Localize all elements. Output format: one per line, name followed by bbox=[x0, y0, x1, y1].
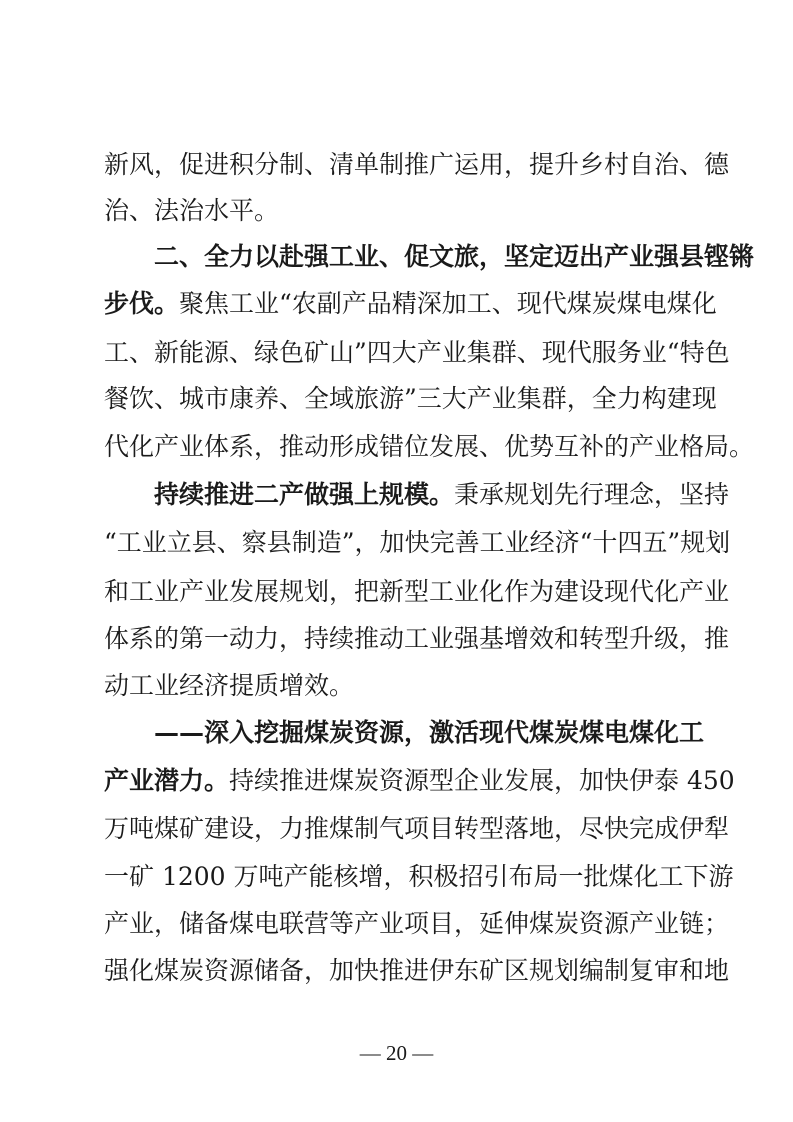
text-segment: 聚焦工业“农副产品精深加工、现代煤炭煤电煤化 bbox=[179, 289, 717, 318]
bold-text-segment: ——深入挖掘煤炭资源，激活现代煤炭煤电煤化工 bbox=[154, 718, 705, 747]
text-segment: 秉承规划先行理念，坚持 bbox=[454, 480, 730, 509]
text-line bbox=[104, 862, 734, 892]
text-line bbox=[104, 432, 755, 462]
bold-text-segment: 产业潜力。 bbox=[104, 766, 230, 795]
bold-text-segment: 持续推进二产做强上规模。 bbox=[154, 480, 455, 509]
text-segment: “工业立县、察县制造”，加快完善工业经济“十四五”规划 bbox=[104, 528, 731, 557]
text-line bbox=[104, 577, 730, 607]
text-segment: 治、法治水平。 bbox=[104, 196, 280, 225]
text-segment: 工、新能源、绿色矿山”四大产业集群、现代服务业“特色 bbox=[104, 338, 730, 367]
text-line bbox=[104, 909, 730, 939]
text-segment: 强化煤炭资源储备，加快推进伊东矿区规划编制复审和地 bbox=[104, 956, 730, 985]
text-line bbox=[104, 384, 717, 414]
text-segment: 代化产业体系，推动形成错位发展、优势互补的产业格局。 bbox=[104, 432, 755, 461]
text-line bbox=[104, 242, 755, 272]
text-segment: 一矿 1200 万吨产能核增，积极招引布局一批煤化工下游 bbox=[104, 862, 734, 891]
text-line bbox=[104, 196, 694, 226]
text-line bbox=[104, 528, 731, 558]
text-segment: 和工业产业发展规划，把新型工业化作为建设现代化产业 bbox=[104, 577, 730, 606]
text-segment: 持续推进煤炭资源型企业发展，加快伊泰 450 bbox=[229, 766, 735, 795]
text-segment: 动工业经济提质增效。 bbox=[104, 671, 355, 700]
bold-text-segment: 步伐。 bbox=[104, 289, 180, 318]
bold-text-segment: 二、全力以赴强工业、促文旅，坚定迈出产业强县铿锵 bbox=[154, 242, 755, 271]
text-line bbox=[104, 956, 730, 986]
text-segment: 餐饮、城市康养、全域旅游”三大产业集群，全力构建现 bbox=[104, 384, 717, 413]
text-line bbox=[104, 624, 730, 654]
text-line bbox=[104, 289, 717, 319]
text-line bbox=[104, 671, 694, 701]
text-segment: 体系的第一动力，持续推动工业强基增效和转型升级，推 bbox=[104, 624, 730, 653]
text-line bbox=[104, 814, 730, 844]
text-line bbox=[104, 766, 735, 796]
text-line bbox=[104, 338, 730, 368]
text-line bbox=[104, 480, 730, 510]
text-segment: 万吨煤矿建设，力推煤制气项目转型落地，尽快完成伊犁 bbox=[104, 814, 730, 843]
text-line bbox=[104, 150, 730, 180]
text-segment: 产业，储备煤电联营等产业项目，延伸煤炭资源产业链； bbox=[104, 909, 730, 938]
text-line bbox=[104, 718, 705, 748]
text-segment: 新风，促进积分制、清单制推广运用，提升乡村自治、德 bbox=[104, 150, 730, 179]
page-number: — 20 — bbox=[359, 1041, 434, 1065]
